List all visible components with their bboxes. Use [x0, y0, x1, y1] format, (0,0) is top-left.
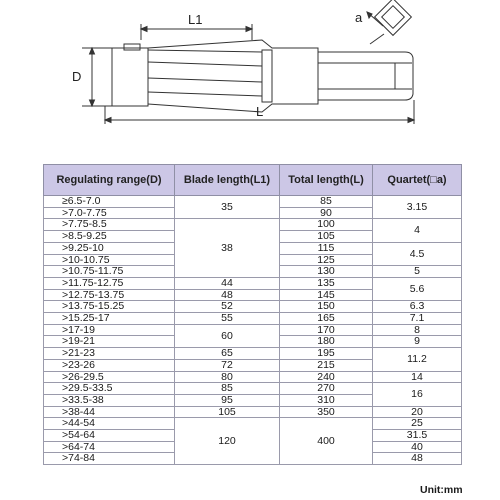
total-length-cell: 165: [280, 313, 373, 325]
reamer-technical-drawing: [0, 0, 500, 145]
total-length-cell: 130: [280, 266, 373, 278]
total-length-cell: 400: [280, 418, 373, 465]
total-length-cell: 105: [280, 231, 373, 243]
range-cell: >8.5-9.25: [44, 231, 175, 243]
total-length-cell: 195: [280, 348, 373, 360]
total-length-cell: 135: [280, 277, 373, 289]
range-cell: >11.75-12.75: [44, 277, 175, 289]
range-cell: >33.5-38: [44, 394, 175, 406]
range-cell: >19-21: [44, 336, 175, 348]
range-cell: >44-54: [44, 418, 175, 430]
total-length-cell: 85: [280, 196, 373, 208]
range-cell: >10.75-11.75: [44, 266, 175, 278]
total-length-cell: 170: [280, 324, 373, 336]
quartet-cell: 3.15: [373, 196, 462, 219]
l-dimension-label: L: [256, 104, 264, 119]
table-row: [44, 196, 462, 208]
table-row: [44, 418, 462, 430]
table-header-row: [44, 165, 462, 196]
header-blade-length: Blade length(L1): [175, 165, 280, 196]
quartet-cell: 20: [373, 406, 462, 418]
table-row: [44, 406, 462, 418]
table-row: [44, 313, 462, 325]
blade-length-cell: 60: [175, 324, 280, 347]
quartet-cell: 8: [373, 324, 462, 336]
total-length-cell: 125: [280, 254, 373, 266]
range-cell: >26-29.5: [44, 371, 175, 383]
range-cell: >74-84: [44, 453, 175, 465]
total-length-cell: 115: [280, 242, 373, 254]
header-total-length: Total length(L): [280, 165, 373, 196]
range-cell: >13.75-15.25: [44, 301, 175, 313]
header-regulating-range: Regulating range(D): [44, 165, 175, 196]
quartet-cell: 25: [373, 418, 462, 430]
total-length-cell: 145: [280, 289, 373, 301]
blade-length-cell: 95: [175, 394, 280, 406]
l1-dimension-label: L1: [188, 12, 203, 27]
blade-length-cell: 120: [175, 418, 280, 465]
quartet-cell: 11.2: [373, 348, 462, 371]
blade-length-cell: 55: [175, 313, 280, 325]
blade-length-cell: 52: [175, 301, 280, 313]
total-length-cell: 100: [280, 219, 373, 231]
range-cell: >38-44: [44, 406, 175, 418]
table-row: [44, 301, 462, 313]
table-row: [44, 371, 462, 383]
range-cell: >54-64: [44, 430, 175, 442]
quartet-cell: 4.5: [373, 242, 462, 265]
range-cell: >17-19: [44, 324, 175, 336]
d-dimension-label: D: [72, 69, 82, 84]
total-length-cell: 215: [280, 359, 373, 371]
a-dimension-label: a: [355, 10, 363, 25]
quartet-cell: 48: [373, 453, 462, 465]
blade-length-cell: 35: [175, 196, 280, 219]
blade-length-cell: 80: [175, 371, 280, 383]
blade-length-cell: 65: [175, 348, 280, 360]
blade-length-cell: 72: [175, 359, 280, 371]
range-cell: >10-10.75: [44, 254, 175, 266]
range-cell: >9.25-10: [44, 242, 175, 254]
quartet-cell: 4: [373, 219, 462, 242]
total-length-cell: 350: [280, 406, 373, 418]
blade-length-cell: 48: [175, 289, 280, 301]
quartet-cell: 7.1: [373, 313, 462, 325]
total-length-cell: 180: [280, 336, 373, 348]
header-quartet: Quartet(□a): [373, 165, 462, 196]
quartet-cell: 5.6: [373, 277, 462, 300]
range-cell: >23-26: [44, 359, 175, 371]
total-length-cell: 240: [280, 371, 373, 383]
range-cell: >15.25-17: [44, 313, 175, 325]
blade-length-cell: 38: [175, 219, 280, 278]
table-row: [44, 277, 462, 289]
quartet-cell: 6.3: [373, 301, 462, 313]
range-cell: >21-23: [44, 348, 175, 360]
range-cell: >64-74: [44, 441, 175, 453]
quartet-cell: 16: [373, 383, 462, 406]
quartet-cell: 40: [373, 441, 462, 453]
total-length-cell: 310: [280, 394, 373, 406]
table-row: [44, 219, 462, 231]
total-length-cell: 150: [280, 301, 373, 313]
blade-length-cell: 85: [175, 383, 280, 395]
specification-table: [43, 164, 462, 465]
range-cell: >29.5-33.5: [44, 383, 175, 395]
quartet-cell: 9: [373, 336, 462, 348]
table-row: [44, 348, 462, 360]
quartet-cell: 31.5: [373, 430, 462, 442]
range-cell: >12.75-13.75: [44, 289, 175, 301]
total-length-cell: 90: [280, 207, 373, 219]
range-cell: ≥6.5-7.0: [44, 196, 175, 208]
range-cell: >7.0-7.75: [44, 207, 175, 219]
table-row: [44, 383, 462, 395]
blade-length-cell: 105: [175, 406, 280, 418]
range-cell: >7.75-8.5: [44, 219, 175, 231]
quartet-cell: 5: [373, 266, 462, 278]
unit-note: Unit:mm: [420, 484, 463, 496]
quartet-cell: 14: [373, 371, 462, 383]
total-length-cell: 270: [280, 383, 373, 395]
table-row: [44, 324, 462, 336]
blade-length-cell: 44: [175, 277, 280, 289]
